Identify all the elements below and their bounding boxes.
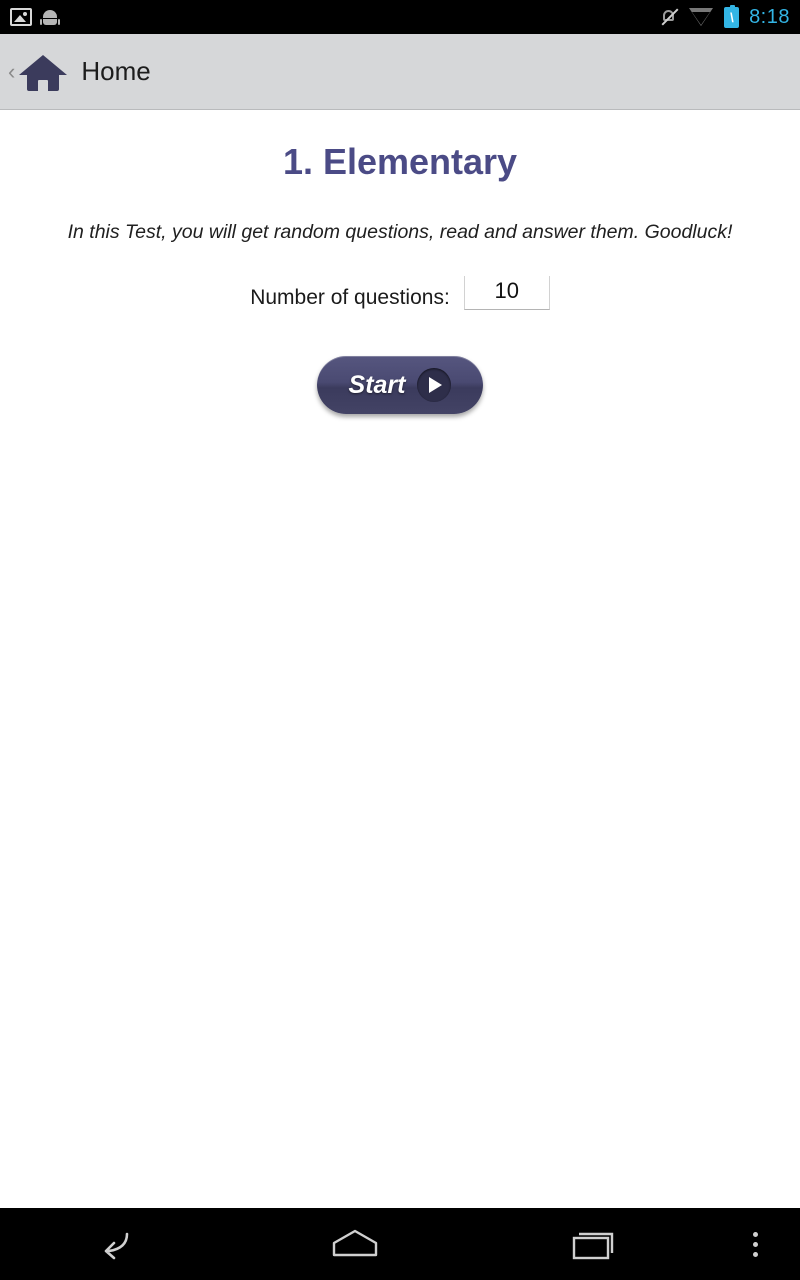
status-bar-clock: 8:18 bbox=[749, 5, 790, 28]
nav-overflow-menu-button[interactable] bbox=[710, 1208, 800, 1280]
play-icon bbox=[417, 368, 451, 402]
home-icon bbox=[330, 1227, 380, 1261]
mute-icon bbox=[660, 7, 678, 27]
overflow-menu-icon bbox=[753, 1232, 758, 1237]
intro-text: In this Test, you will get random questions, read and answer them. Goodluck! bbox=[67, 221, 733, 243]
question-count-input[interactable] bbox=[464, 276, 550, 310]
page-title: 1. Elementary bbox=[282, 141, 518, 182]
back-chevron-icon[interactable]: ‹ bbox=[8, 58, 16, 84]
overflow-menu-icon bbox=[753, 1242, 758, 1247]
overflow-menu-icon bbox=[753, 1252, 758, 1257]
action-bar-title[interactable]: Home bbox=[81, 56, 151, 86]
start-button-wrapper bbox=[0, 356, 800, 414]
gallery-icon bbox=[10, 8, 32, 26]
question-count-row bbox=[0, 276, 800, 310]
start-button-label: Start bbox=[348, 370, 406, 399]
main-content bbox=[0, 111, 800, 1208]
battery-charging-icon: \ bbox=[724, 7, 739, 28]
nav-back-button[interactable] bbox=[0, 1208, 237, 1280]
android-icon bbox=[40, 9, 60, 26]
action-bar bbox=[0, 34, 800, 110]
back-icon bbox=[95, 1227, 141, 1261]
nav-home-button[interactable] bbox=[237, 1208, 474, 1280]
home-icon[interactable] bbox=[19, 50, 67, 94]
question-count-label: Number of questions: bbox=[250, 286, 450, 309]
status-bar-right-icons bbox=[660, 6, 790, 29]
nav-recents-button[interactable] bbox=[473, 1208, 710, 1280]
status-bar-left-icons bbox=[10, 8, 60, 26]
start-button[interactable] bbox=[317, 356, 483, 414]
system-navigation-bar bbox=[0, 1208, 800, 1280]
recents-icon bbox=[568, 1227, 616, 1261]
status-bar bbox=[0, 0, 800, 34]
wifi-icon bbox=[688, 7, 714, 27]
